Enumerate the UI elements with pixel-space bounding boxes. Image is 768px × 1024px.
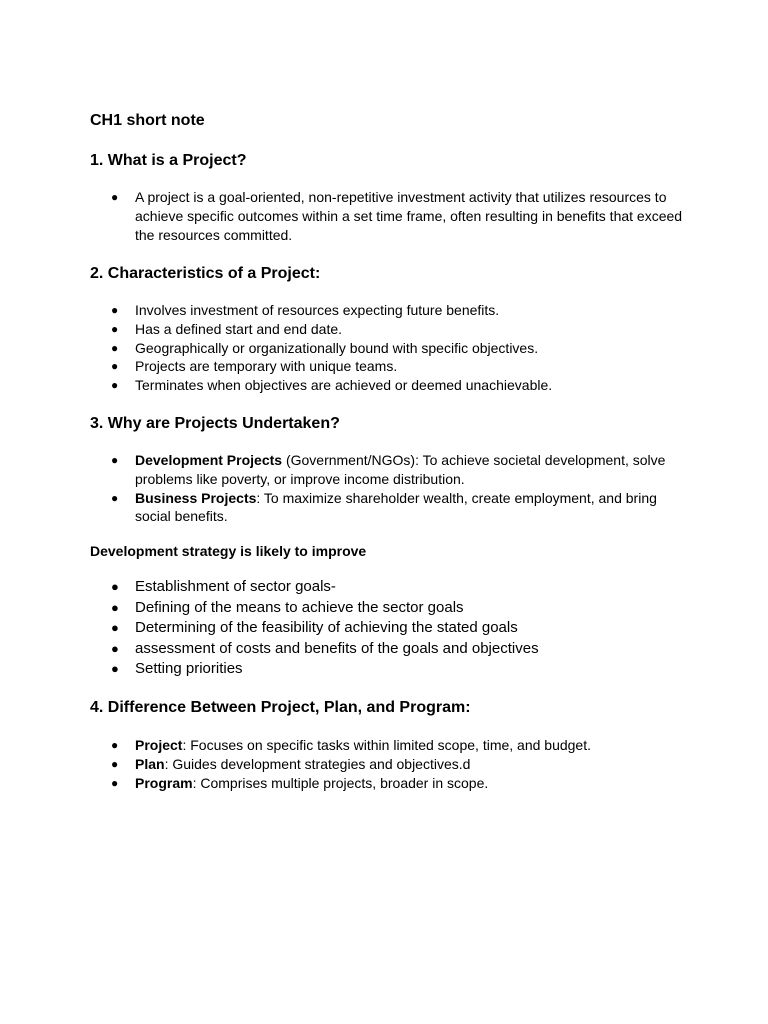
bullet-icon: ●: [111, 620, 119, 636]
list-item: [90, 357, 690, 376]
bullet-icon: ●: [111, 303, 119, 317]
list-item-text: Involves investment of resources expecting future benefits.: [135, 302, 500, 318]
list-item: [90, 451, 690, 489]
list-item: [90, 320, 690, 339]
list-item-term: Plan: [135, 755, 165, 772]
list-item: [90, 376, 690, 395]
list-item-text: Establishment of sector goals-: [135, 578, 336, 595]
page-title: CH1 short note: [90, 112, 205, 129]
bullet-icon: ●: [111, 378, 119, 393]
list-item-text: : Focuses on specific tasks within limited scope, time, and budget.: [182, 737, 591, 753]
section-list-why-projects: [90, 451, 690, 526]
list-item: [90, 659, 690, 680]
section-heading-what-is-project: 1. What is a Project?: [90, 152, 247, 169]
section-heading-difference: 4. Difference Between Project, Plan, and Program:: [90, 699, 471, 716]
list-item-text: Terminates when objectives are achieved or deemed unachievable.: [135, 377, 553, 394]
bullet-icon: ●: [111, 738, 119, 752]
list-item-text: Setting priorities: [135, 660, 243, 678]
bullet-icon: ●: [111, 599, 119, 615]
list-item: [90, 755, 690, 774]
bullet-icon: ●: [111, 661, 119, 677]
list-item-term: Program: [135, 774, 193, 791]
bullet-icon: ●: [111, 321, 119, 336]
section-heading-characteristics: 2. Characteristics of a Project:: [90, 265, 321, 282]
list-item: [90, 489, 690, 527]
section-list-difference: [90, 736, 690, 792]
bullet-icon: ●: [111, 359, 119, 374]
bullet-icon: ●: [111, 490, 119, 505]
list-item-term: Project: [135, 737, 183, 753]
list-item: [90, 736, 690, 755]
list-item: [90, 774, 690, 793]
list-item-text: Defining of the means to achieve the sector goals: [135, 598, 464, 616]
subheading-development-strategy: Development strategy is likely to improve: [90, 543, 367, 559]
list-item: [90, 639, 690, 660]
list-item: [90, 339, 690, 358]
list-item: [90, 598, 690, 619]
list-item: [90, 301, 690, 320]
list-item: [90, 188, 690, 244]
section-list-what-is-project: [90, 188, 690, 244]
section-list-development-strategy: [90, 577, 690, 680]
bullet-icon: ●: [111, 340, 119, 355]
list-item-text: (Government/NGOs): To achieve societal development, solve problems like poverty, or improve income distribution.: [135, 452, 666, 487]
list-item-text: assessment of costs and benefits of the goals and objectives: [135, 639, 539, 657]
bullet-icon: ●: [111, 190, 119, 204]
list-item-text: : Guides development strategies and objectives.d: [164, 755, 471, 772]
section-heading-why-projects: 3. Why are Projects Undertaken?: [90, 415, 340, 432]
bullet-icon: ●: [111, 775, 119, 790]
list-item-term: Development Projects: [135, 452, 283, 468]
list-item-text: Has a defined start and end date.: [135, 320, 343, 337]
list-item-text: : Comprises multiple projects, broader in scope.: [192, 774, 489, 791]
list-item: [90, 577, 690, 598]
list-item-term: Business Projects: [135, 489, 257, 506]
list-item-text: Projects are temporary with unique teams.: [135, 358, 398, 375]
list-item-text: Geographically or organizationally bound with specific objectives.: [135, 339, 539, 356]
bullet-icon: ●: [111, 579, 119, 594]
list-item-text: A project is a goal-oriented, non-repetitive investment activity that utilizes resources to achieve specific outcomes within a set time frame, often resulting in benefits that exceed the resources committed.: [135, 189, 683, 243]
bullet-icon: ●: [111, 453, 119, 467]
bullet-icon: ●: [111, 640, 119, 656]
list-item-text: Determining of the feasibility of achieving the stated goals: [135, 619, 518, 637]
list-item: [90, 618, 690, 639]
list-item-text: : To maximize shareholder wealth, create employment, and bring social benefits.: [135, 489, 657, 525]
bullet-icon: ●: [111, 756, 119, 771]
section-list-characteristics: [90, 301, 690, 395]
